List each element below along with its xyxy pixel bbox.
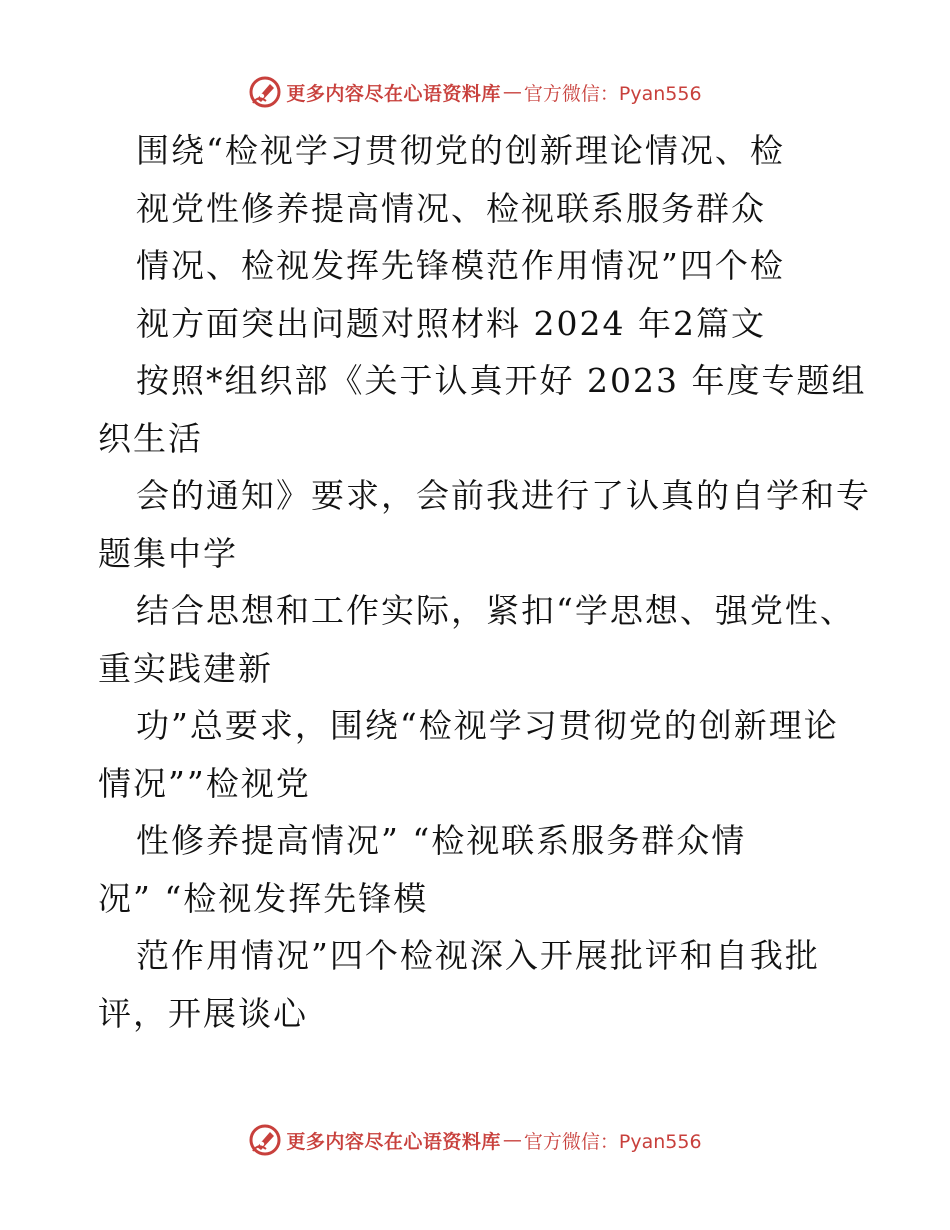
title-line: 视党性修养提高情况、检视联系服务群众	[136, 188, 766, 228]
body-line: 按照*组织部《关于认真开好 2023 年度专题组	[136, 361, 867, 400]
body-line: 范作用情况”四个检视深入开展批评和自我批	[136, 936, 820, 975]
pen-nib-logo-icon	[248, 75, 282, 109]
body-line: 织生活	[98, 418, 203, 458]
banner-sub-text: 官方微信：Pyan556	[523, 1130, 702, 1153]
title-line: 情况、检视发挥先锋模范作用情况”四个检	[136, 246, 785, 285]
body-line: 况” “检视发挥先锋模	[98, 878, 429, 918]
body-line: 会的通知》要求，会前我进行了认真的自学和专	[136, 476, 871, 515]
body-line: 重实践建新	[98, 648, 273, 688]
document-body	[98, 122, 888, 1042]
banner-main-text: 更多内容尽在心语资料库	[286, 82, 501, 105]
body-line: 性修养提高情况” “检视联系服务群众情	[136, 821, 747, 860]
banner-dash: —	[502, 81, 522, 103]
banner-main-text: 更多内容尽在心语资料库	[286, 1130, 501, 1153]
body-line: 题集中学	[98, 533, 238, 573]
title-line: 围绕“检视学习贯彻党的创新理论情况、检	[136, 131, 785, 170]
pen-nib-logo-icon	[248, 1123, 282, 1157]
body-line: 评，开展谈心	[98, 993, 308, 1033]
footer-banner	[0, 1120, 950, 1160]
body-line: 情况””检视党	[98, 763, 311, 803]
header-banner	[0, 72, 950, 112]
title-line: 视方面突出问题对照材料 2024 年2篇文	[136, 303, 766, 343]
banner-dash: —	[502, 1129, 522, 1151]
body-line: 功”总要求，围绕“检视学习贯彻党的创新理论	[136, 706, 839, 745]
body-line: 结合思想和工作实际，紧扣“学思想、强党性、	[136, 591, 855, 630]
banner-sub-text: 官方微信：Pyan556	[523, 82, 702, 105]
